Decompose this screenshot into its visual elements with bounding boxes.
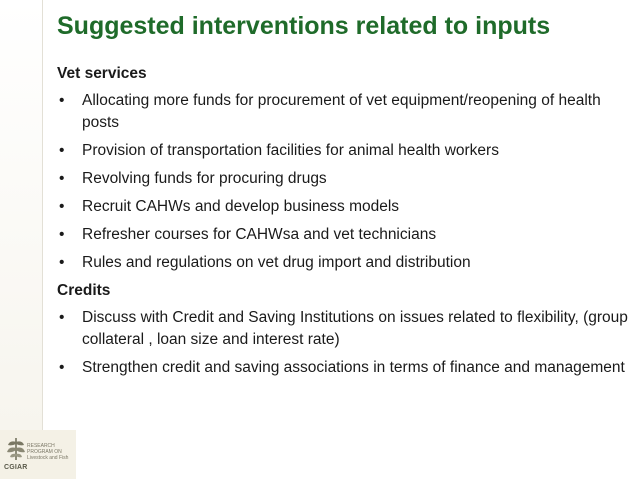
slide-title: Suggested interventions related to inputs bbox=[57, 12, 551, 40]
list-item bbox=[57, 357, 629, 379]
list-item bbox=[57, 140, 629, 162]
list-item-text: Strengthen credit and saving associations in terms of finance and management bbox=[82, 359, 625, 376]
list-item-text: Provision of transportation facilities for animal health workers bbox=[82, 142, 499, 159]
list-item bbox=[57, 224, 629, 246]
logo-line-1: RESEARCH bbox=[27, 443, 55, 449]
section-heading-credits: Credits bbox=[57, 282, 111, 299]
list-item-text: Allocating more funds for procurement of vet equipment/reopening of health posts bbox=[82, 92, 601, 131]
bullet-marker: • bbox=[59, 309, 65, 326]
list-item-text: Discuss with Credit and Saving Institutions on issues related to flexibility, (group collateral , loan size and interest rate) bbox=[82, 309, 628, 348]
cgiar-leaf-icon bbox=[4, 436, 28, 462]
list-item-text: Recruit CAHWs and develop business models bbox=[82, 198, 400, 215]
bullet-marker: • bbox=[59, 359, 65, 376]
logo-program-text bbox=[27, 443, 77, 461]
list-item bbox=[57, 90, 629, 134]
logo-wordmark: CGIAR bbox=[4, 464, 28, 471]
logo-line-3: Livestock and Fish bbox=[27, 455, 69, 461]
section-heading-vet-services: Vet services bbox=[57, 65, 147, 82]
bullet-marker: • bbox=[59, 170, 65, 187]
bullet-marker: • bbox=[59, 226, 65, 243]
cgiar-logo bbox=[2, 436, 76, 476]
list-item bbox=[57, 307, 629, 351]
list-item-text: Rules and regulations on vet drug import and distribution bbox=[82, 254, 471, 271]
list-item-text: Refresher courses for CAHWsa and vet technicians bbox=[82, 226, 437, 243]
bullet-marker: • bbox=[59, 142, 65, 159]
vet-services-list bbox=[57, 90, 629, 274]
slide-content bbox=[57, 63, 629, 385]
bullet-marker: • bbox=[59, 92, 65, 109]
logo-line-2: PROGRAM ON bbox=[27, 449, 62, 455]
left-decor-bar bbox=[0, 0, 43, 479]
list-item-text: Revolving funds for procuring drugs bbox=[82, 170, 327, 187]
left-decor-band bbox=[0, 0, 42, 430]
bullet-marker: • bbox=[59, 198, 65, 215]
credits-list bbox=[57, 307, 629, 379]
list-item bbox=[57, 168, 629, 190]
bullet-marker: • bbox=[59, 254, 65, 271]
list-item bbox=[57, 252, 629, 274]
list-item bbox=[57, 196, 629, 218]
